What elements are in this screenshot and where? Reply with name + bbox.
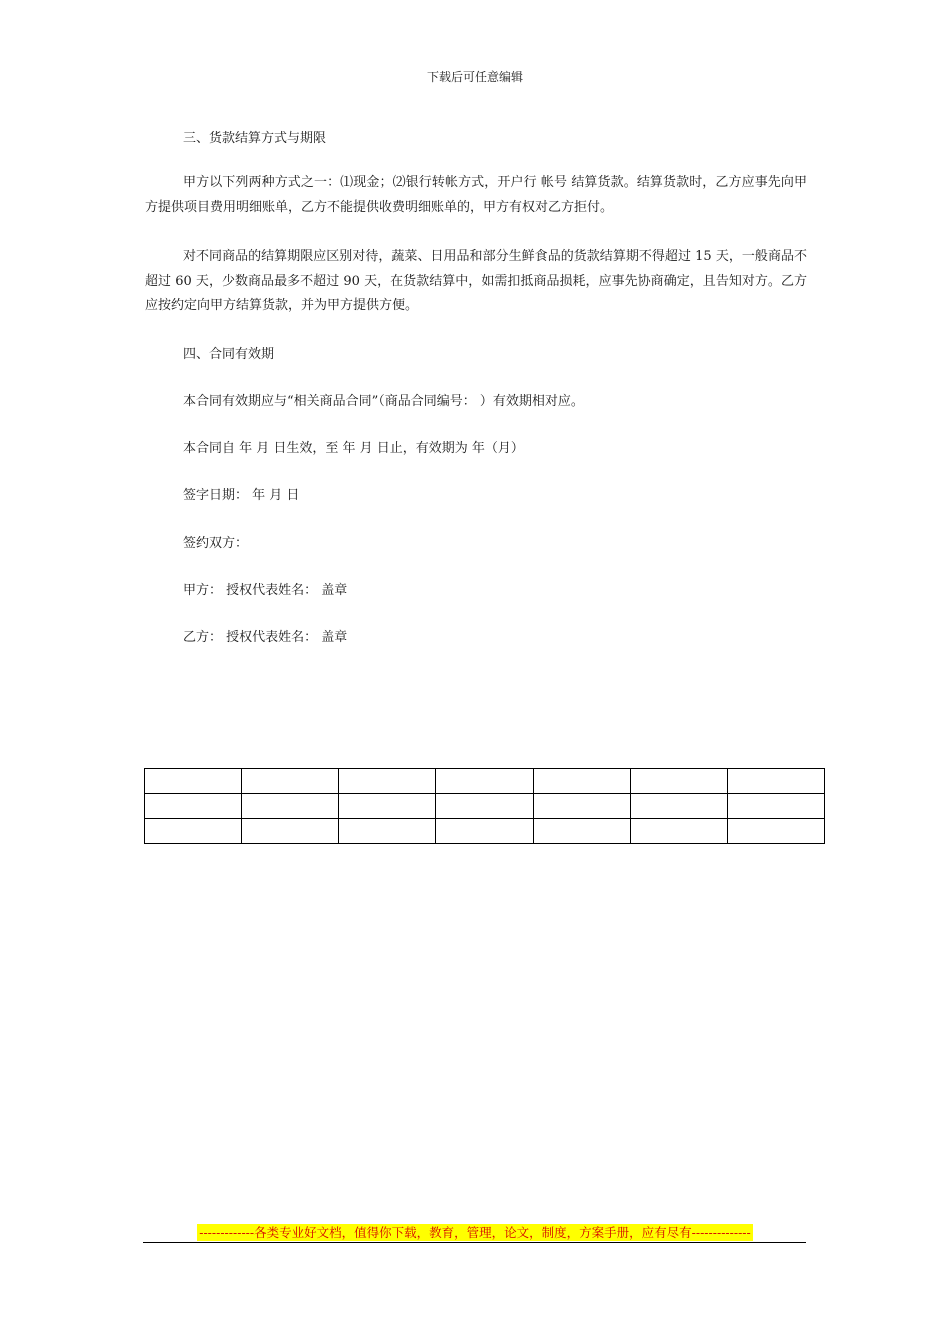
table-cell [242, 769, 339, 794]
table-cell [727, 819, 824, 844]
section-3-heading: 三、货款结算方式与期限 [183, 131, 327, 146]
sign-date-line: 签字日期： 年 月 日 [183, 488, 300, 503]
table-cell [630, 819, 727, 844]
table-cell [533, 819, 630, 844]
footer-divider [143, 1242, 806, 1243]
footer-banner-text: -------------各类专业好文档，值得你下载，教育，管理，论文，制度，方案手册，应有尽有-------------- [199, 1225, 751, 1240]
party-b-signature-line: 乙方： 授权代表姓名： 盖章 [183, 630, 348, 645]
table-cell [533, 794, 630, 819]
effective-date-line: 本合同自 年 月 日生效，至 年 月 日止，有效期为 年（月） [183, 441, 524, 456]
table-cell [436, 769, 533, 794]
table-cell [339, 819, 436, 844]
signing-parties-label: 签约双方： [183, 536, 249, 551]
table-row [145, 794, 825, 819]
table-cell [727, 794, 824, 819]
section-4-heading: 四、合同有效期 [183, 347, 275, 362]
party-a-signature-line: 甲方： 授权代表姓名： 盖章 [183, 583, 348, 598]
table-cell [630, 769, 727, 794]
table-cell [242, 819, 339, 844]
table-cell [339, 769, 436, 794]
table-cell [727, 769, 824, 794]
table-cell [533, 769, 630, 794]
table-cell [339, 794, 436, 819]
page-header: 下载后可任意编辑 [426, 70, 523, 84]
table-row [145, 769, 825, 794]
table-cell [436, 794, 533, 819]
table-cell [145, 794, 242, 819]
table-cell [436, 819, 533, 844]
section-3-paragraph-settlement-period: 对不同商品的结算期限应区别对待，蔬菜、日用品和部分生鲜食品的货款结算期不得超过 15 天，一般商品不超过 60 天，少数商品最多不超过 90 天，在货款结算中，如需扣抵商品损耗，应事先协商确定，且告知对方。乙方应按约定向甲方结算货款，并为甲方提供方便。 [145, 249, 807, 313]
footer-banner [0, 1223, 950, 1241]
blank-table [144, 768, 825, 844]
table-cell [242, 794, 339, 819]
table-cell [630, 794, 727, 819]
table-cell [145, 769, 242, 794]
table-row [145, 819, 825, 844]
table-cell [145, 819, 242, 844]
section-3-paragraph-payment-methods: 甲方以下列两种方式之一：⑴现金；⑵银行转帐方式，开户行 帐号 结算货款。结算货款时，乙方应事先向甲方提供项目费用明细账单，乙方不能提供收费明细账单的，甲方有权对乙方拒付。 [145, 175, 807, 215]
validity-clause-line: 本合同有效期应与“相关商品合同”（商品合同编号： ）有效期相对应。 [183, 394, 584, 409]
